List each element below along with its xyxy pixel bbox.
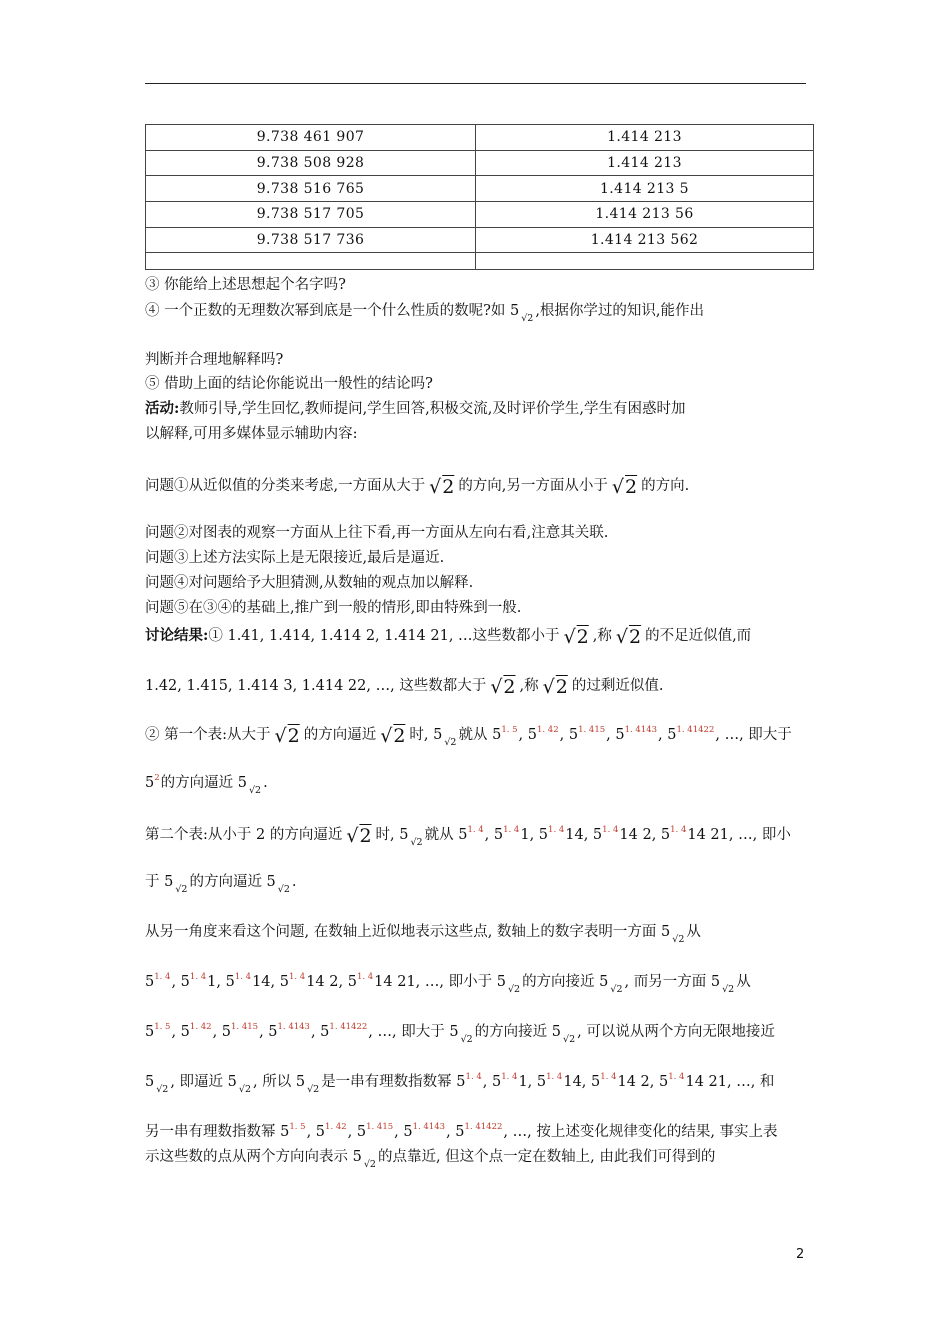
table-cell: 1.414 213 5 [476,176,814,202]
page-number: 2 [796,1247,805,1262]
approximation-table [145,124,814,270]
problem-4: 问题④对问题给予大胆猜测,从数轴的观点加以解释. [145,575,474,591]
table-row [146,227,814,253]
table-cell: 1.414 213 [476,125,814,151]
problem-2: 问题②对图表的观察一方面从上往下看,再一方面从左向右看,注意其关联. [145,525,609,541]
table-row [146,125,814,151]
question-4: ④ 一个正数的无理数次幂到底是一个什么性质的数呢?如 5 $_{√2}$ ,根据你学过的知识,能作出 [145,303,705,324]
table1-line-2: $5^2$的方向逼近 5 $_{√2}$ . [145,773,268,796]
discussion-line-1: 讨论结果:① 1.41, 1.414, 1.414 2, 1.414 21, …这些数都小于 √2 ,称 √2 的不足近似值,而 [145,626,752,648]
problem-3: 问题③上述方法实际上是无限接近,最后是逼近. [145,550,445,566]
table2-line-1: 第二个表:从小于 2 的方向逼近 √2 时, 5 $_{√2}$ 就从 $5^{1. 4}$, $5^{1. 4}1$, $5^{1. 4}14$, $5^{1. 4}14$ 2, $5^{1. 4}14$ 21, …, 即小 [145,825,791,848]
table-cell: 9.738 508 928 [146,150,476,176]
question-4-cont: 判断并合理地解释吗? [145,352,284,368]
sqrt2: √2 [274,725,300,747]
sqrt2: √2 [380,725,406,747]
question-3: ③ 你能给上述思想起个名字吗? [145,277,346,293]
angle-line-2: $5^{1. 4}$, $5^{1. 4}1$, $5^{1. 4}14$, $5^{1. 4}14$ 2, $5^{1. 4}14$ 21, …, 即小于 5 $_{√2}$ 的方向接近 5 $_{√2}$ , 而另一方面 5 $_{√2}$ 从 [145,972,751,995]
angle-line-5: 另一串有理数指数幂 $5^{1. 5}$, $5^{1. 42}$, $5^{1. 415}$, $5^{1. 4143}$, $5^{1. 41422}$, …, 按上述变化规律变化的结果, 事实上表 [145,1122,778,1140]
table-row [146,150,814,176]
angle-line-6: 示这些数的点从两个方向向表示 5 $_{√2}$ 的点靠近, 但这个点一定在数轴上, 由此我们可得到的 [145,1149,716,1170]
table-cell: 9.738 516 765 [146,176,476,202]
table-cell: 9.738 517 736 [146,227,476,253]
sqrt2: √2 [346,825,372,847]
table-cell [146,253,476,270]
discussion-line-2: 1.42, 1.415, 1.414 3, 1.414 22, …, 这些数都大于 √2 ,称 √2 的过剩近似值. [145,676,664,698]
sqrt2-subscript: √2 [521,313,534,324]
angle-line-4: 5 $_{√2}$ , 即逼近 5 $_{√2}$ , 所以 5 $_{√2}$ 是一串有理数指数幂 $5^{1. 4}$, $5^{1. 4}1$, $5^{1. 4}14$, $5^{1. 4}14$ 2, $5^{1. 4}14$ 21, …, 和 [145,1072,775,1095]
table-row [146,176,814,202]
problem-1: 问题①从近似值的分类来考虑,一方面从大于 √2 的方向,另一方面从小于 √2 的方向. [145,476,690,498]
table-cell: 9.738 517 705 [146,202,476,228]
table-cell: 9.738 461 907 [146,125,476,151]
table-cell [476,253,814,270]
sqrt2: √2 [542,676,568,698]
table-cell: 1.414 213 56 [476,202,814,228]
problem-5: 问题⑤在③④的基础上,推广到一般的情形,即由特殊到一般. [145,600,522,616]
table-row [146,202,814,228]
sqrt2: √2 [611,476,638,498]
activity-line-2: 以解释,可用多媒体显示辅助内容: [145,426,358,442]
sqrt2: √2 [490,676,516,698]
table-row [146,253,814,270]
table2-line-2: 于 5 $_{√2}$ 的方向逼近 5 $_{√2}$ . [145,874,297,895]
angle-line-3: $5^{1. 5}$, $5^{1. 42}$, $5^{1. 415}$, $5^{1. 4143}$, $5^{1. 41422}$, …, 即大于 5 $_{√2}$ 的方向接近 5 $_{√2}$ , 可以说从两个方向无限地接近 [145,1022,775,1045]
table1-line-1: ② 第一个表:从大于 √2 的方向逼近 √2 时, 5 $_{√2}$ 就从 $5^{1. 5}$, $5^{1. 42}$, $5^{1. 415}$, $5^{1. 4143}$, $5^{1. 41422}$, …, 即大于 [145,725,792,748]
table-cell: 1.414 213 562 [476,227,814,253]
question-5: ⑤ 借助上面的结论你能说出一般性的结论吗? [145,376,433,392]
sqrt2: √2 [563,626,589,648]
header-rule [145,83,806,84]
sqrt2: √2 [615,626,642,648]
table-cell: 1.414 213 [476,150,814,176]
angle-line-1: 从另一角度来看这个问题, 在数轴上近似地表示这些点, 数轴上的数字表明一方面 5 $_{√2}$ 从 [145,924,701,945]
activity-line-1: 活动:教师引导,学生回忆,教师提问,学生回答,积极交流,及时评价学生,学生有困惑时加 [145,400,686,417]
sqrt2: √2 [429,476,455,498]
